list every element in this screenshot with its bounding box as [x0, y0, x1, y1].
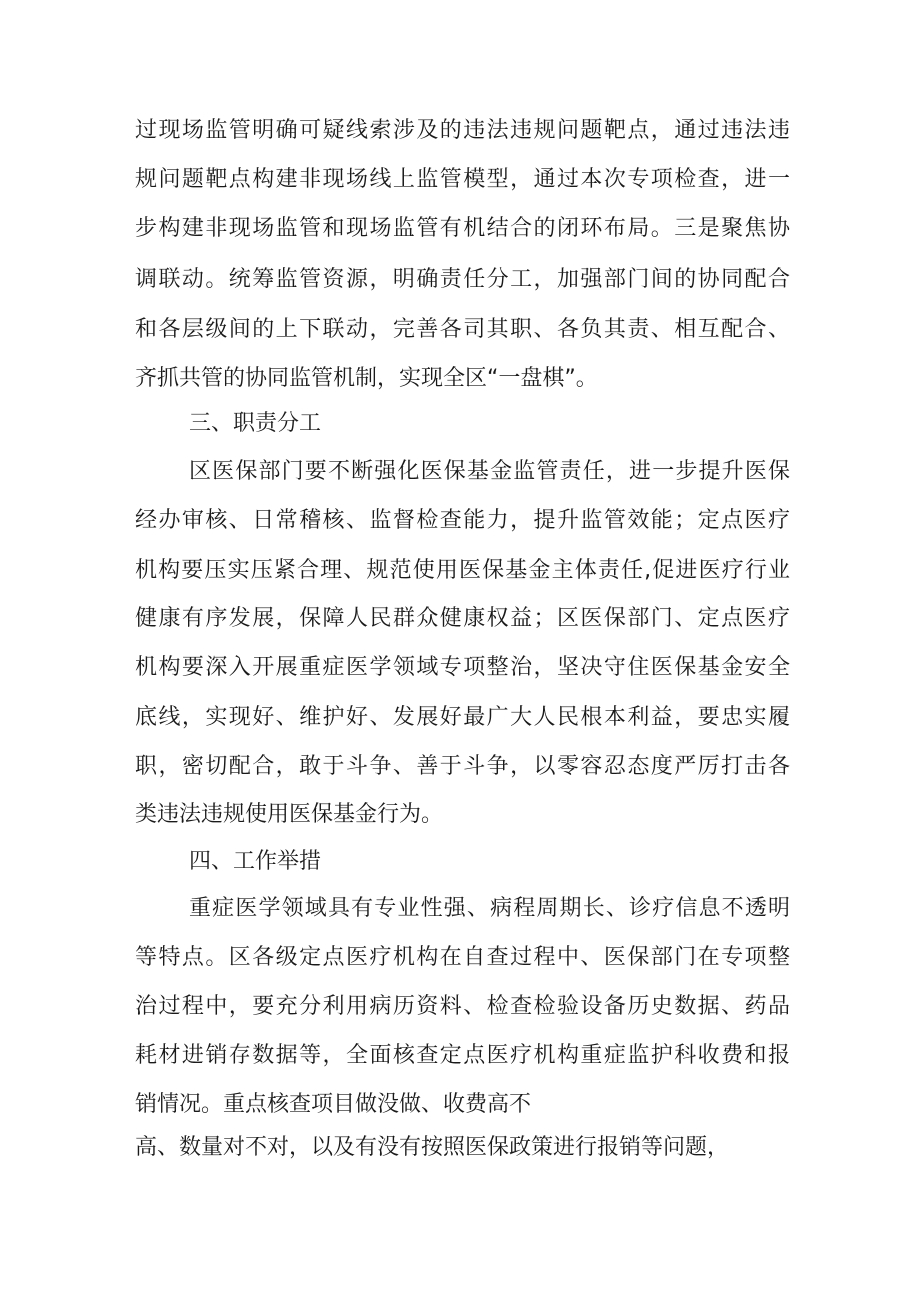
paragraph-line: 高、数量对不对，以及有没有按照医保政策进行报销等问题，	[135, 1135, 730, 1160]
paragraph-line: 底线，实现好、维护好、发展好最广大人民根本利益，要忠实履	[135, 705, 790, 730]
paragraph-line: 等特点。区各级定点医疗机构在自查过程中、医保部门在专项整	[135, 945, 790, 970]
paragraph-line: 步构建非现场监管和现场监管有机结合的闭环布局。三是聚焦协	[135, 216, 790, 241]
section-heading-measures: 四、工作举措	[189, 849, 322, 874]
paragraph-line: 耗材进销存数据等，全面核查定点医疗机构重症监护科收费和报	[135, 1043, 790, 1068]
paragraph-line: 职，密切配合，敢于斗争、善于斗争，以零容忍态度严厉打击各	[135, 754, 790, 779]
paragraph-line: 和各层级间的上下联动，完善各司其职、各负其责、相互配合、	[135, 317, 790, 342]
section-heading-duties: 三、职责分工	[189, 411, 322, 436]
paragraph-line: 治过程中，要充分利用病历资料、检查检验设备历史数据、药品	[135, 994, 790, 1019]
paragraph-line: 经办审核、日常稽核、监督检查能力，提升监管效能；定点医疗	[135, 508, 790, 533]
paragraph-line: 机构要压实压紧合理、规范使用医保基金主体责任,促进医疗行业	[135, 558, 790, 583]
paragraph-line: 健康有序发展，保障人民群众健康权益；区医保部门、定点医疗	[135, 606, 790, 631]
paragraph-line: 过现场监管明确可疑线索涉及的违法违规问题靶点，通过违法违	[135, 118, 790, 143]
paragraph-line: 齐抓共管的协同监管机制，实现全区“一盘棋”。	[135, 366, 598, 391]
paragraph-line: 机构要深入开展重症医学领域专项整治，坚决守住医保基金安全	[135, 655, 790, 680]
paragraph-line: 区医保部门要不断强化医保基金监管责任，进一步提升医保	[189, 459, 790, 484]
paragraph-line: 规问题靶点构建非现场线上监管模型，通过本次专项检查，进一	[135, 167, 790, 192]
paragraph-line: 销情况。重点核查项目做没做、收费高不	[135, 1092, 532, 1117]
paragraph-line: 重症医学领域具有专业性强、病程周期长、诊疗信息不透明	[189, 896, 790, 921]
paragraph-line: 调联动。统筹监管资源，明确责任分工，加强部门间的协同配合	[135, 267, 790, 292]
paragraph-line: 类违法违规使用医保基金行为。	[135, 802, 444, 827]
